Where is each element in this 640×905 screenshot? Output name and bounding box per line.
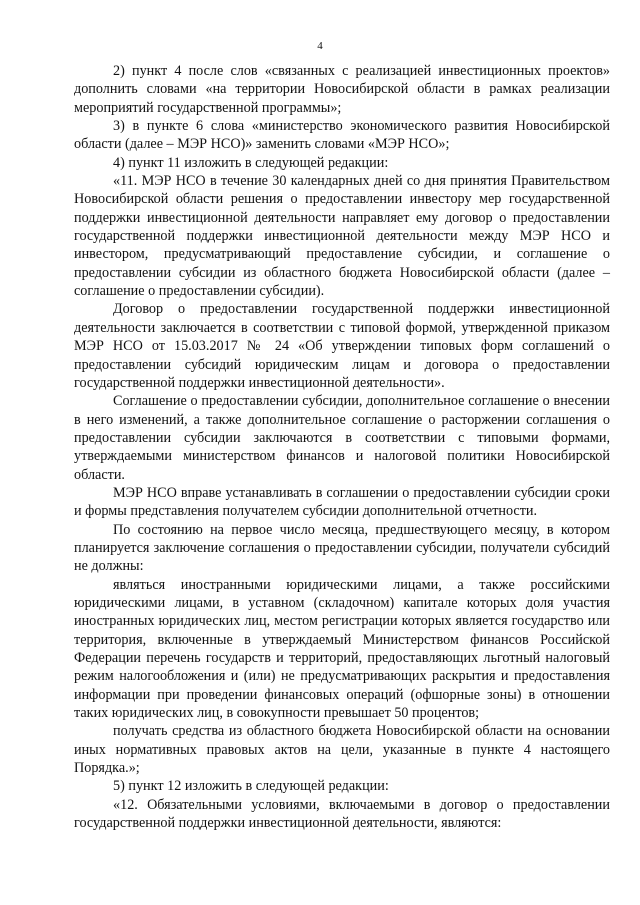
paragraph-foreign-entities: являться иностранными юридическими лицами, а также российскими юридическими лицами, в уставном (складочном) капитале которых доля участия иностранных юридических лиц, местом регистрации которых является государство или территория, включенные в утверждаемый Министерством финансов Российской Федерации перечень государств и территорий, предоставляющих льготный налоговый режим налогообложения и (или) не предусматривающих раскрытия и предоставления информации при проведении финансовых операций (офшорные зоны) в отношении таких юридических лиц, в совокупности превышает 50 процентов;	[74, 576, 610, 722]
paragraph-reporting: МЭР НСО вправе устанавливать в соглашении о предоставлении субсидии сроки и формы представления получателем субсидии дополнительной отчетности.	[74, 484, 610, 520]
paragraph-item-5: 5) пункт 12 изложить в следующей редакции:	[113, 778, 389, 795]
paragraph-item-4: 4) пункт 11 изложить в следующей редакции:	[113, 154, 389, 171]
document-body	[74, 62, 610, 832]
paragraph-clause-12: «12. Обязательными условиями, включаемыми в договор о предоставлении государственной поддержки инвестиционной деятельности, являются:	[74, 796, 610, 832]
paragraph-recipient-conditions: По состоянию на первое число месяца, предшествующего месяцу, в котором планируется заключение соглашения о предоставлении субсидии, получатели субсидий не должны:	[74, 521, 610, 575]
paragraph-item-2: 2) пункт 4 после слов «связанных с реализацией инвестиционных проектов» дополнить словами «на территории Новосибирской области в рамках реализации мероприятий государственной программы»;	[74, 63, 610, 116]
page-number: 4	[317, 40, 323, 52]
paragraph-budget-funds: получать средства из областного бюджета Новосибирской области на основании иных нормативных правовых актов на цели, указанные в пункте 4 настоящего Порядка.»;	[74, 723, 610, 777]
paragraph-agreement-form: Договор о предоставлении государственной поддержки инвестиционной деятельности заключается в соответствии с типовой формой, утвержденной приказом МЭР НСО от 15.03.2017 № 24 «Об утверждении типовых форм соглашений о предоставлении субсидий юридическим лицам и договора о предоставлении государственной поддержки инвестиционной деятельности».	[74, 301, 610, 391]
paragraph-item-3: 3) в пункте 6 слова «министерство экономического развития Новосибирской области (далее – МЭР НСО)» заменить словами «МЭР НСО»;	[74, 118, 610, 153]
paragraph-subsidy-agreement: Соглашение о предоставлении субсидии, дополнительное соглашение о внесении в него изменений, а также дополнительное соглашение о расторжении соглашения о предоставлении субсидии заключаются в соответствии с типовыми формами, утверждаемыми министерством финансов и налоговой политики Новосибирской области.	[74, 393, 610, 483]
paragraph-clause-11: «11. МЭР НСО в течение 30 календарных дней со дня принятия Правительством Новосибирской области решения о предоставлении инвестору мер государственной поддержки инвестиционной деятельности направляет ему договор о предоставлении государственной поддержки инвестиционной деятельности между МЭР НСО и инвестором, предусматривающий предоставление субсидии, и соглашение о предоставлении субсидии из областного бюджета Новосибирской области (далее – соглашение о предоставлении субсидии).	[74, 173, 610, 300]
